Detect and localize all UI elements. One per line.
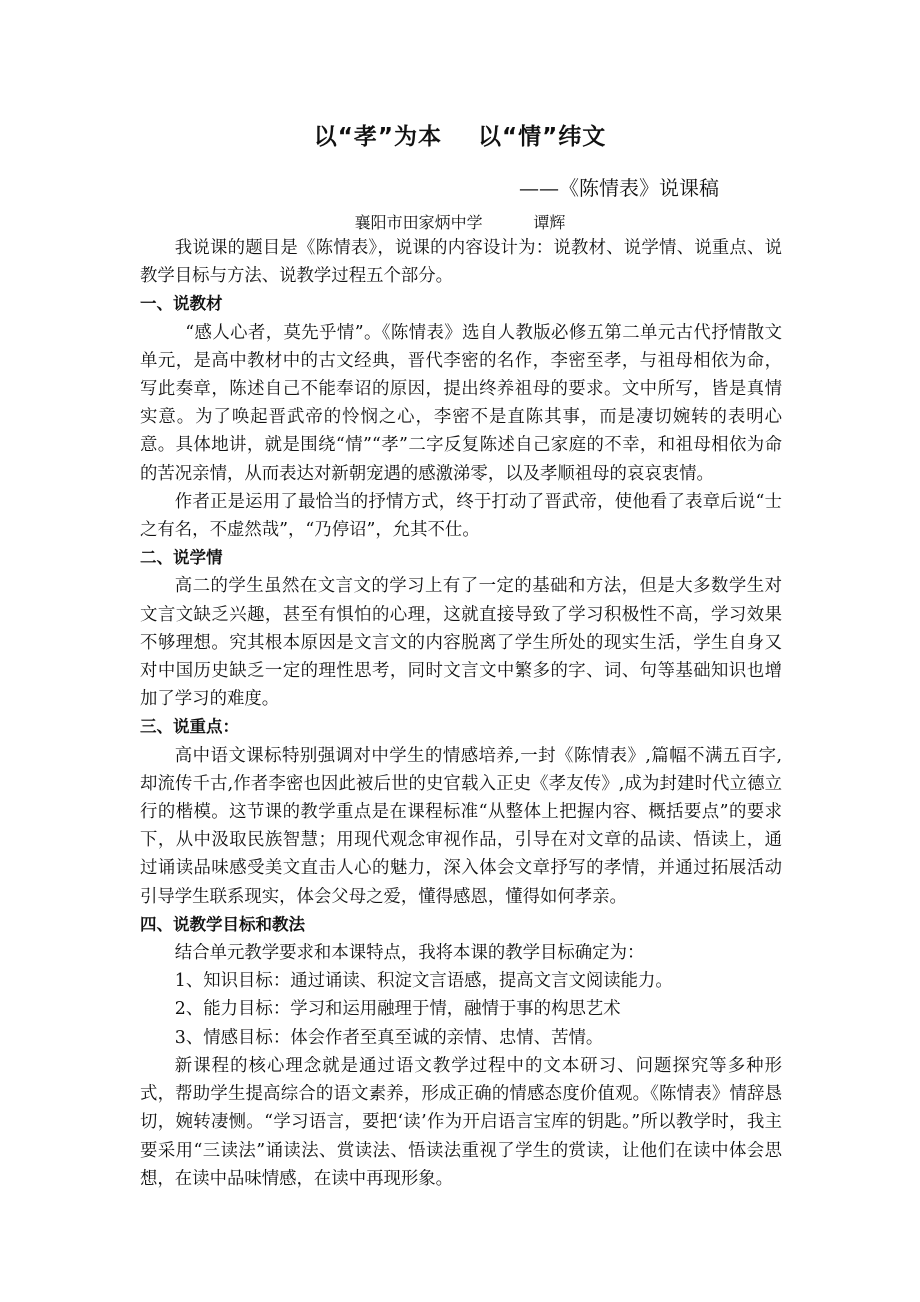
goal-item: 2、能力目标：学习和运用融理于情，融情于事的构思艺术 (174, 999, 621, 1020)
document-subtitle: ——《陈情表》说课稿 (519, 176, 719, 200)
section-key-points (140, 713, 782, 910)
section-heading: 二、说学情 (140, 548, 223, 568)
section-goals-methods (140, 911, 782, 1193)
goal-item: 3、情感目标：体会作者至真至诚的亲情、忠情、苦情。 (174, 1027, 604, 1048)
goal-item: 1、知识目标：通过诵读、积淀文言语感，提高文言文阅读能力。 (174, 971, 673, 992)
section-heading: 一、说教材 (140, 294, 223, 314)
author-line: 襄阳市田家炳中学 谭辉 (354, 213, 566, 232)
section-paragraph: 高中语文课标特别强调对中学生的情感培养,一封《陈情表》,篇幅不满五百字,却流传千古,作者李密也因此被后世的史官载入正史《孝友传》,成为封建时代立德立行的楷模。这节课的教学重点是在课程标准“从整体上把握内容、概括要点”的要求下，从中汲取民族智慧；用现代观念审视作品，引导在对文章的品读、悟读上，通过诵读品味感受美文直击人心的魅力，深入体会文章抒写的孝情，并通过拓展活动引导学生联系现实，体会父母之爱，懂得感恩，懂得如何孝亲。 (140, 745, 782, 907)
intro-paragraph: 我说课的题目是《陈情表》，说课的内容设计为：说教材、说学情、说重点、说教学目标与方法、说教学过程五个部分。 (140, 238, 782, 287)
section-paragraph: 作者正是运用了最恰当的抒情方式，终于打动了晋武帝，使他看了表章后说“士之有名，不虚然哉”，“乃停诏”，允其不仕。 (140, 491, 782, 541)
section-paragraph: 新课程的核心理念就是通过语文教学过程中的文本研习、问题探究等多种形式，帮助学生提高综合的语文素养，形成正确的情感态度价值观。《陈情表》情辞恳切，婉转凄恻。“学习语言，要把‘读’作为开启语言宝库的钥匙。”所以教学时，我主要采用“三读法”诵读法、赏读法、悟读法重视了学生的赏读，让他们在读中体会思想，在读中品味情感，在读中再现形象。 (140, 1055, 782, 1189)
document-title: 以“孝”为本 以“情”纬文 (313, 124, 607, 150)
section-heading: 三、说重点： (140, 717, 239, 737)
section-learners (140, 544, 782, 713)
document-body (140, 234, 782, 1193)
section-heading: 四、说教学目标和教法 (140, 914, 305, 934)
section-paragraph: 高二的学生虽然在文言文的学习上有了一定的基础和方法，但是大多数学生对文言文缺乏兴趣，甚至有惧怕的心理，这就直接导致了学习积极性不高，学习效果不够理想。究其根本原因是文言文的内容脱离了学生所处的现实生活，学生自身又对中国历史缺乏一定的理性思考，同时文言文中繁多的字、词、句等基础知识也增加了学习的难度。 (140, 576, 782, 710)
section-paragraph: 结合单元教学要求和本课特点，我将本课的教学目标确定为： (174, 943, 645, 964)
section-textbook (140, 290, 782, 544)
section-paragraph: “感人心者，莫先乎情”。《陈情表》选自人教版必修五第二单元古代抒情散文单元，是高中教材中的古文经典，晋代李密的名作，李密至孝，与祖母相依为命，写此奏章，陈述自己不能奉诏的原因，提出终养祖母的要求。文中所写，皆是真情实意。为了唤起晋武帝的怜悯之心，李密不是直陈其事，而是凄切婉转的表明心意。具体地讲，就是围绕“情”“孝”二字反复陈述自己家庭的不幸，和祖母相依为命的苦况亲情，从而表达对新朝宠遇的感激涕零，以及孝顺祖母的哀哀衷情。 (140, 322, 782, 484)
